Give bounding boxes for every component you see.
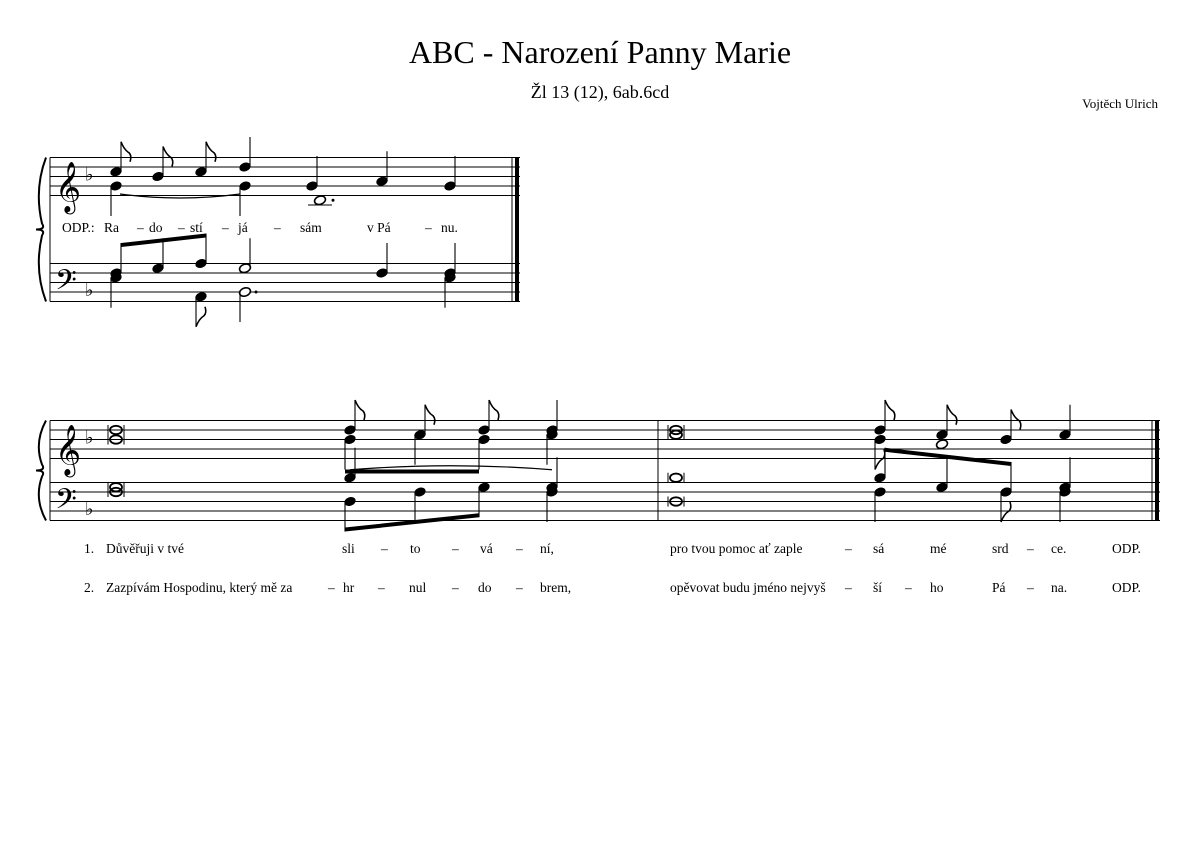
tie — [350, 466, 552, 470]
svg-text:–: – — [1027, 541, 1034, 556]
page-title: ABC - Narození Panny Marie — [408, 34, 792, 70]
lyric-syllable: do — [149, 220, 163, 235]
note-flag — [885, 400, 895, 420]
treble-clef-icon: 𝄞 — [55, 161, 82, 213]
bass-clef-icon: 𝄢 — [55, 483, 77, 523]
bass-clef-icon: 𝄢 — [55, 264, 77, 304]
tie — [120, 194, 240, 198]
refrain-lyrics — [62, 220, 458, 235]
svg-text:–: – — [845, 541, 852, 556]
final-barline — [1155, 421, 1159, 521]
lyric-syllable: ODP. — [1112, 541, 1141, 556]
verse-2-lyrics — [84, 580, 1141, 595]
beam — [885, 448, 1011, 466]
note-head — [313, 195, 326, 206]
lyric-syllable: hr — [343, 580, 355, 595]
lyric-syllable: pro tvou pomoc ať zaple — [670, 541, 803, 556]
lyric-syllable: Ra — [104, 220, 119, 235]
note-flag — [947, 405, 957, 425]
clefs — [55, 162, 94, 524]
flat-icon: ♭ — [85, 427, 94, 449]
lyric-syllable: na. — [1051, 580, 1068, 595]
lyric-syllable: vá — [480, 541, 493, 556]
note-flag — [121, 142, 131, 162]
lyric-syllable: stí — [190, 220, 203, 235]
svg-text:–: – — [516, 541, 523, 556]
final-barline — [515, 158, 519, 302]
note-flag — [206, 142, 216, 162]
note-flag — [163, 147, 173, 167]
lyric-syllable: v Pá — [367, 220, 391, 235]
note-flag — [875, 450, 885, 470]
lyric-syllable: Pá — [992, 580, 1006, 595]
flat-icon: ♭ — [85, 164, 94, 186]
lyric-syllable: ho — [930, 580, 944, 595]
lyric-syllable: brem, — [540, 580, 572, 595]
svg-text:–: – — [222, 220, 229, 235]
dot — [332, 199, 335, 202]
svg-text:–: – — [328, 580, 335, 595]
page-subtitle: Žl 13 (12), 6ab.6cd — [530, 82, 670, 102]
svg-text:–: – — [452, 580, 459, 595]
brace — [36, 158, 46, 302]
svg-text:–: – — [845, 580, 852, 595]
verse-number: 2. — [84, 580, 95, 595]
refrain-label: ODP.: — [62, 220, 95, 235]
svg-text:–: – — [378, 580, 385, 595]
lyric-syllable: sli — [342, 541, 355, 556]
svg-text:–: – — [274, 220, 281, 235]
note-head — [935, 439, 948, 450]
lyric-syllable: opěvovat budu jméno nejvyš — [670, 580, 826, 595]
lyric-syllable: ODP. — [1112, 580, 1141, 595]
lyric-syllable: nu. — [441, 220, 458, 235]
notes — [108, 137, 1072, 532]
svg-text:–: – — [137, 220, 144, 235]
beam — [345, 470, 479, 474]
flat-icon: ♭ — [85, 499, 94, 520]
svg-text:–: – — [381, 541, 388, 556]
lyric-syllable: mé — [930, 541, 947, 556]
note-flag — [196, 307, 206, 327]
lyric-syllable: nul — [409, 580, 427, 595]
note-flag — [425, 405, 435, 425]
svg-text:–: – — [178, 220, 185, 235]
lyric-syllable: srd — [992, 541, 1009, 556]
lyric-syllable: ší — [873, 580, 883, 595]
lyric-syllable: já — [238, 220, 248, 235]
verse-number: 1. — [84, 541, 95, 556]
lyric-syllable: Důvěřuji v tvé — [106, 541, 184, 556]
composer-name: Vojtěch Ulrich — [1082, 96, 1158, 111]
svg-text:–: – — [425, 220, 432, 235]
beam — [345, 513, 479, 531]
flat-icon: ♭ — [85, 280, 94, 301]
note-flag — [1011, 410, 1021, 430]
breve-note — [670, 474, 682, 482]
brace — [36, 421, 46, 521]
svg-text:–: – — [905, 580, 912, 595]
lyric-syllable: Zazpívám Hospodinu, který mě za — [106, 580, 293, 595]
lyric-syllable: sá — [873, 541, 885, 556]
svg-text:–: – — [1027, 580, 1034, 595]
note-flag — [355, 400, 365, 420]
lyric-syllable: ce. — [1051, 541, 1067, 556]
lyric-syllable: sám — [300, 220, 322, 235]
dot — [255, 291, 258, 294]
note-flag — [1001, 502, 1011, 522]
svg-text:–: – — [516, 580, 523, 595]
staff-lines — [36, 158, 1160, 521]
note-flag — [489, 400, 499, 420]
svg-text:–: – — [452, 541, 459, 556]
lyric-syllable: do — [478, 580, 492, 595]
lyric-syllable: to — [410, 541, 421, 556]
lyric-syllable: ní, — [540, 541, 554, 556]
treble-clef-icon: 𝄞 — [55, 424, 82, 476]
verse-1-lyrics — [84, 541, 1141, 556]
